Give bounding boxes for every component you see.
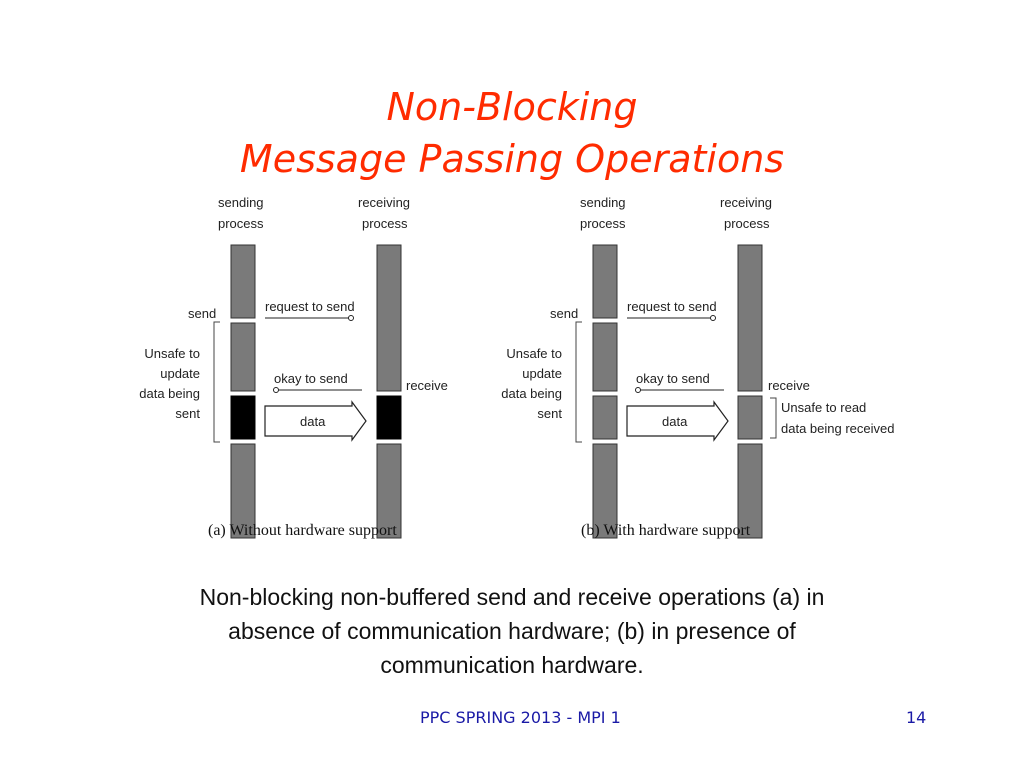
panel-a-sender-bar-2 xyxy=(231,323,255,391)
panel-b-unsafe-line-3: data being xyxy=(501,386,562,401)
panel-b-sender-bar-1 xyxy=(593,245,617,318)
slide-title-line-1: Non-Blocking xyxy=(386,85,638,129)
panel-b-receive-label: receive xyxy=(768,378,810,393)
panel-b-receiving-header-2: process xyxy=(724,216,770,231)
panel-a-okay-arrow-head xyxy=(274,388,279,393)
panel-b-sending-header-1: sending xyxy=(580,195,626,210)
figure-caption-line-3: communication hardware. xyxy=(380,652,644,678)
panel-a-unsafe-bracket xyxy=(214,322,220,442)
panel-b-sender-bar-2 xyxy=(593,323,617,391)
panel-a-sending-header-2: process xyxy=(218,216,264,231)
panel-b-unsafe-line-4: sent xyxy=(537,406,562,421)
panel-b-okay-arrow-head xyxy=(636,388,641,393)
panel-a-request-arrow-head xyxy=(349,316,354,321)
panel-b-caption: (b) With hardware support xyxy=(581,522,751,539)
panel-b-receiving-header-1: receiving xyxy=(720,195,773,210)
panel-b-unsafe-read-bracket xyxy=(770,398,776,438)
panel-b-unsafe-bracket xyxy=(576,322,582,442)
panel-a-data-label: data xyxy=(300,414,326,429)
panel-b-okay-label: okay to send xyxy=(636,371,710,386)
panel-a-sender-bar-1 xyxy=(231,245,255,318)
panel-b-send-label: send xyxy=(550,306,579,321)
panel-a-unsafe-line-2: update xyxy=(160,366,200,381)
panel-a-receiver-bar-active xyxy=(377,396,401,439)
footer-course-label: PPC SPRING 2013 - MPI 1 xyxy=(420,708,621,727)
panel-a-unsafe-line-4: sent xyxy=(175,406,200,421)
panel-b-request-arrow-head xyxy=(711,316,716,321)
panel-a-receiving-header-1: receiving xyxy=(358,195,411,210)
slide-title-line-2: Message Passing Operations xyxy=(239,137,785,181)
panel-a-unsafe-line-3: data being xyxy=(139,386,200,401)
panel-b-data-label: data xyxy=(662,414,688,429)
panel-b-unsafe-line-1: Unsafe to xyxy=(506,346,562,361)
panel-b-sending-header-2: process xyxy=(580,216,626,231)
panel-a-receive-label: receive xyxy=(406,378,448,393)
panel-b-sender-bar-3 xyxy=(593,396,617,439)
panel-a xyxy=(139,195,448,539)
panel-a-sender-bar-active xyxy=(231,396,255,439)
panel-a-okay-label: okay to send xyxy=(274,371,348,386)
panel-b-receiver-bar-2 xyxy=(738,396,762,439)
panel-a-receiving-header-2: process xyxy=(362,216,408,231)
panel-a-receiver-bar-1 xyxy=(377,245,401,391)
figure-caption-line-2: absence of communication hardware; (b) in presence of xyxy=(228,618,796,644)
panel-b-unsafe-line-2: update xyxy=(522,366,562,381)
panel-a-caption: (a) Without hardware support xyxy=(208,522,397,539)
panel-b-receiver-bar-1 xyxy=(738,245,762,391)
panel-b-request-label: request to send xyxy=(627,299,717,314)
panel-a-unsafe-line-1: Unsafe to xyxy=(144,346,200,361)
panel-b-unsafe-read-line-2: data being received xyxy=(781,421,895,436)
panel-a-request-label: request to send xyxy=(265,299,355,314)
footer-page-number: 14 xyxy=(906,708,927,727)
panel-b-unsafe-read-line-1: Unsafe to read xyxy=(781,400,867,415)
panel-a-sending-header-1: sending xyxy=(218,195,264,210)
panel-a-send-label: send xyxy=(188,306,217,321)
figure-caption xyxy=(112,580,912,682)
panel-b xyxy=(501,195,894,539)
figure-caption-line-1: Non-blocking non-buffered send and receive operations (a) in xyxy=(199,584,825,610)
